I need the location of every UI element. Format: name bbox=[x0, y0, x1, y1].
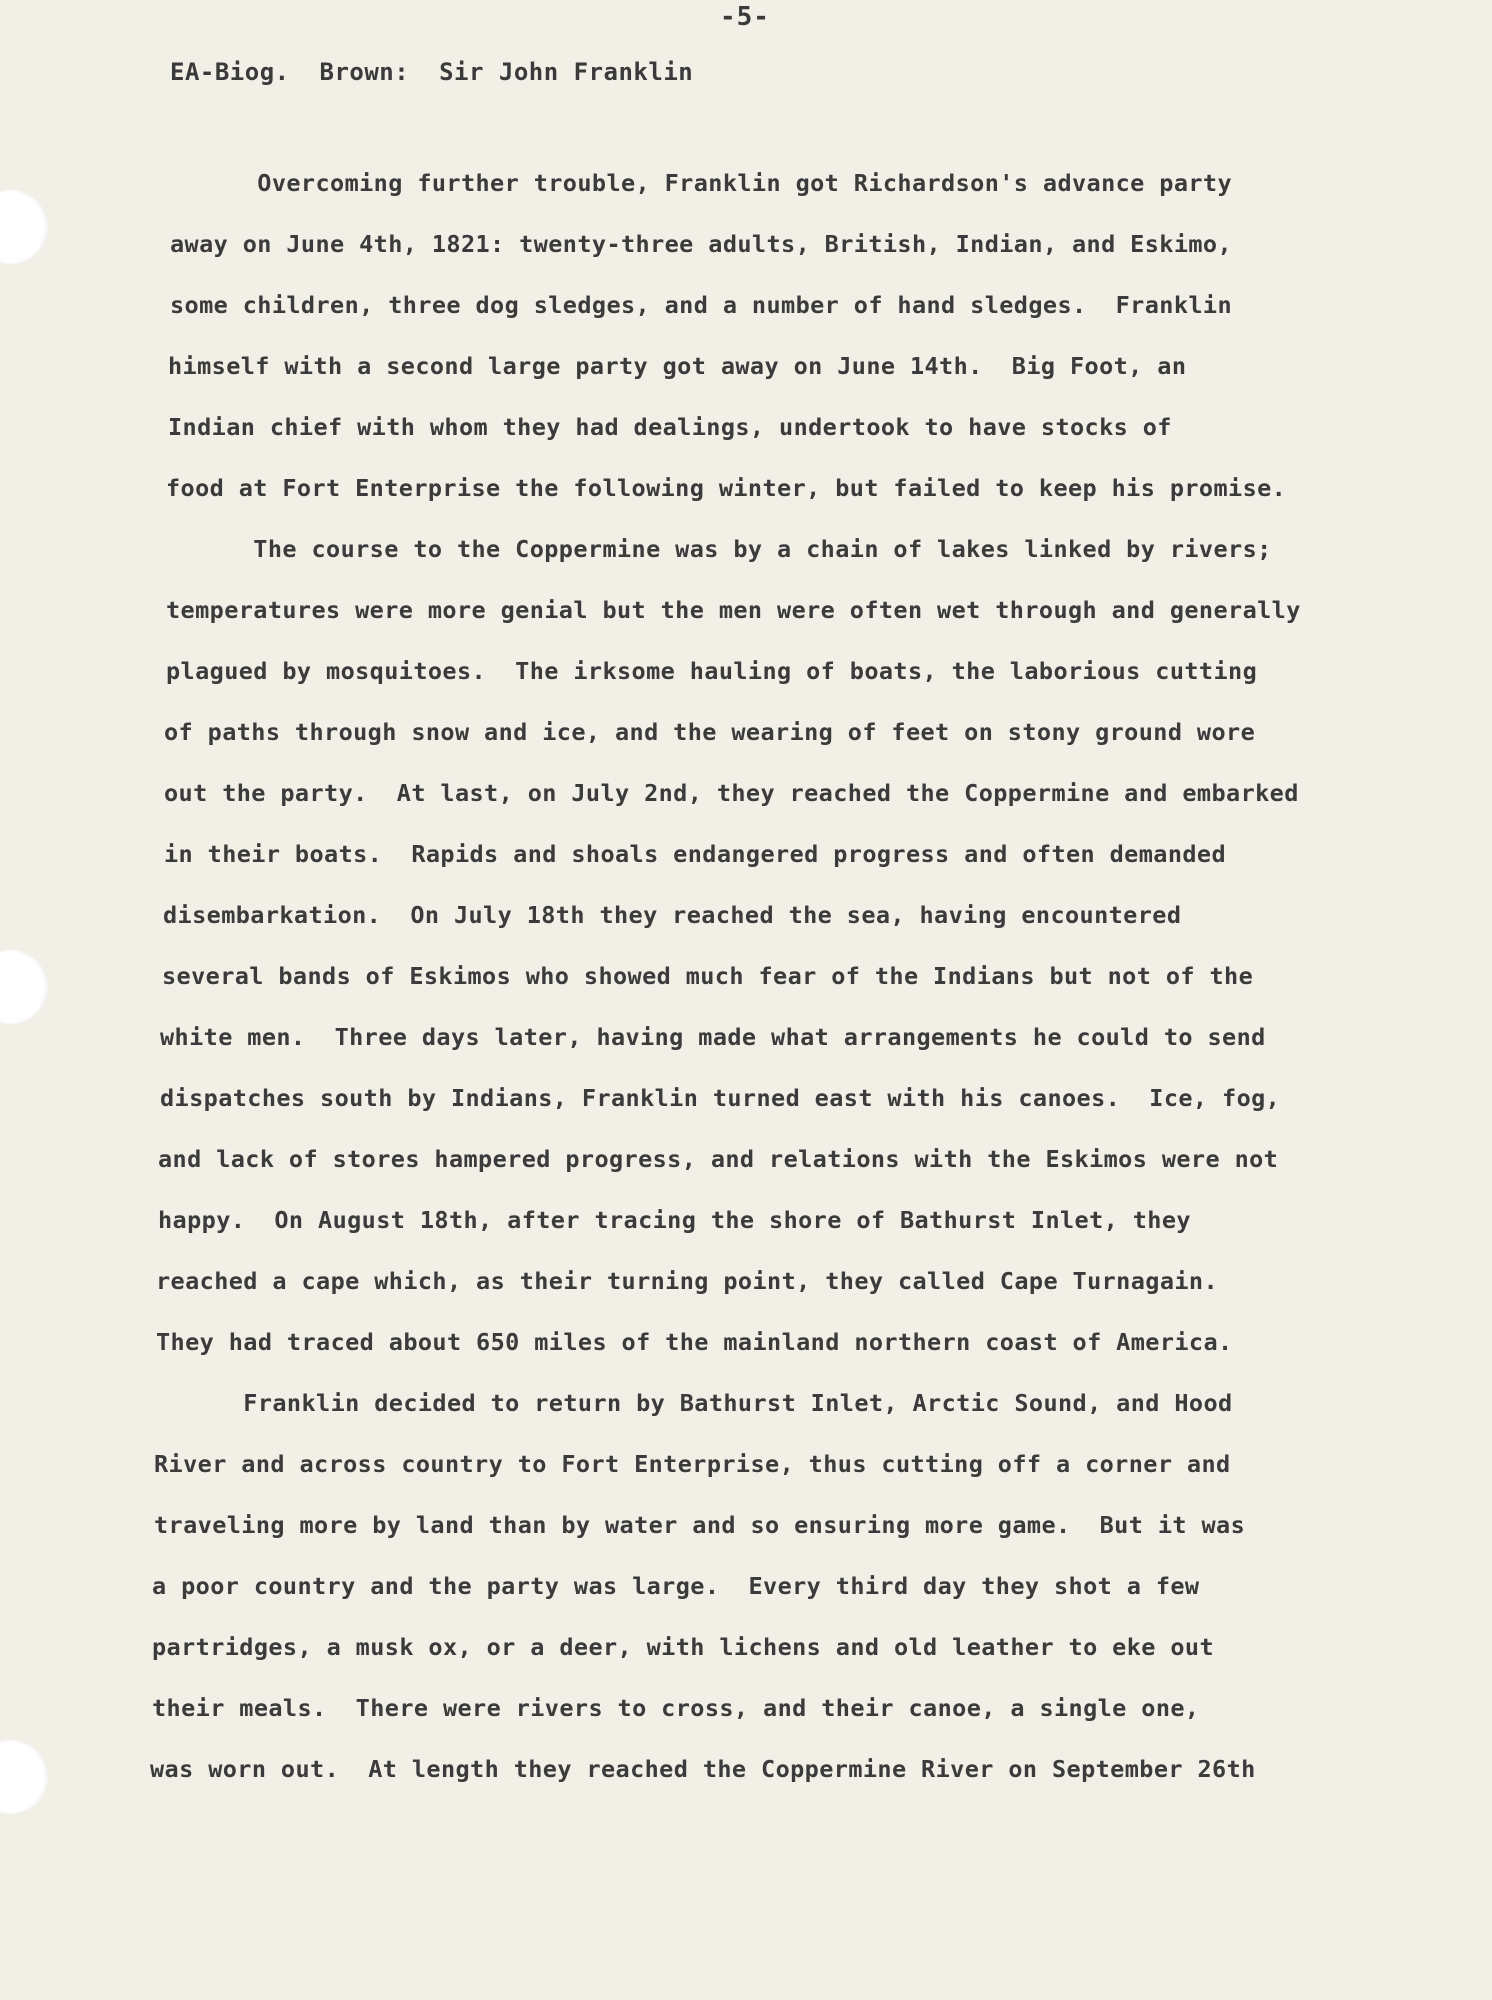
text-line: temperatures were more genial but the men were often wet through and generally bbox=[166, 596, 1301, 624]
text-line: himself with a second large party got away on June 14th. Big Foot, an bbox=[168, 352, 1187, 380]
text-line: of paths through snow and ice, and the wearing of feet on stony ground wore bbox=[164, 718, 1256, 746]
text-line: Indian chief with whom they had dealings, undertook to have stocks of bbox=[168, 413, 1172, 441]
binder-hole-top bbox=[0, 190, 48, 264]
text-line: Franklin decided to return by Bathurst Inlet, Arctic Sound, and Hood bbox=[156, 1389, 1233, 1417]
binder-hole-middle bbox=[0, 950, 48, 1024]
text-line: was worn out. At length they reached the Coppermine River on September 26th bbox=[150, 1755, 1256, 1783]
text-line: traveling more by land than by water and so ensuring more game. But it was bbox=[154, 1511, 1246, 1539]
text-line: some children, three dog sledges, and a number of hand sledges. Franklin bbox=[170, 291, 1233, 319]
page-number: -5- bbox=[720, 2, 770, 32]
text-line: The course to the Coppermine was by a chain of lakes linked by rivers; bbox=[166, 535, 1272, 563]
text-line: their meals. There were rivers to cross, and their canoe, a single one, bbox=[152, 1694, 1200, 1722]
text-line: They had traced about 650 miles of the mainland northern coast of America. bbox=[156, 1328, 1233, 1356]
document-header: EA-Biog. Brown: Sir John Franklin bbox=[170, 58, 694, 86]
text-line: dispatches south by Indians, Franklin turned east with his canoes. Ice, fog, bbox=[160, 1084, 1281, 1112]
text-line: in their boats. Rapids and shoals endangered progress and often demanded bbox=[164, 840, 1227, 868]
text-line: out the party. At last, on July 2nd, they reached the Coppermine and embarked bbox=[164, 779, 1299, 807]
text-line: food at Fort Enterprise the following winter, but failed to keep his promise. bbox=[166, 474, 1287, 502]
text-line: reached a cape which, as their turning point, they called Cape Turnagain. bbox=[156, 1267, 1219, 1295]
text-line: River and across country to Fort Enterprise, thus cutting off a corner and bbox=[154, 1450, 1231, 1478]
text-line: several bands of Eskimos who showed much fear of the Indians but not of the bbox=[162, 962, 1254, 990]
text-line: plagued by mosquitoes. The irksome hauling of boats, the laborious cutting bbox=[166, 657, 1258, 685]
text-line: away on June 4th, 1821: twenty-three adults, British, Indian, and Eskimo, bbox=[170, 230, 1233, 258]
binder-hole-bottom bbox=[0, 1740, 48, 1814]
text-line: Overcoming further trouble, Franklin got Richardson's advance party bbox=[170, 169, 1233, 197]
text-line: and lack of stores hampered progress, and relations with the Eskimos were not bbox=[158, 1145, 1279, 1173]
text-line: a poor country and the party was large. Every third day they shot a few bbox=[152, 1572, 1200, 1600]
text-line: white men. Three days later, having made what arrangements he could to send bbox=[160, 1023, 1266, 1051]
text-line: partridges, a musk ox, or a deer, with lichens and old leather to eke out bbox=[152, 1633, 1215, 1661]
text-line: happy. On August 18th, after tracing the shore of Bathurst Inlet, they bbox=[158, 1206, 1191, 1234]
text-line: disembarkation. On July 18th they reached the sea, having encountered bbox=[163, 901, 1182, 929]
